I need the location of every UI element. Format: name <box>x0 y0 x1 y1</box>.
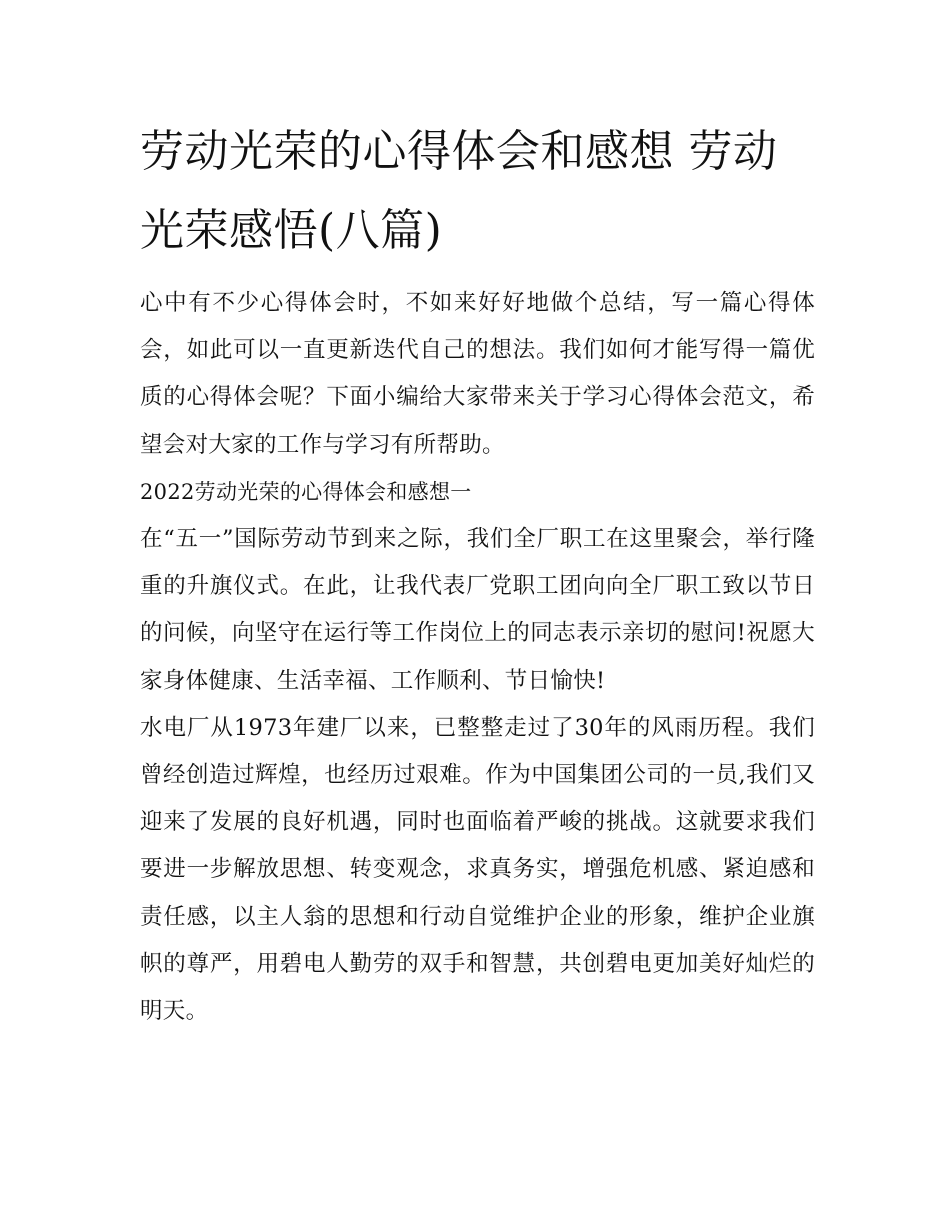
document-page <box>140 112 815 1035</box>
body-paragraph: 在“五一”国际劳动节到来之际，我们全厂职工在这里聚会，举行隆重的升旗仪式。在此，让我代表厂党职工团向向全厂职工致以节日的问候，向坚守在运行等工作岗位上的同志表示亲切的慰问!祝愿大家身体健康、生活幸福、工作顺利、节日愉快! <box>140 526 815 694</box>
body-paragraph: 水电厂从1973年建厂以来，已整整走过了30年的风雨历程。我们曾经创造过辉煌，也经历过艰难。作为中国集团公司的一员,我们又迎来了发展的良好机遇，同时也面临着严峻的挑战。这就要求我们要进一步解放思想、转变观念，求真务实，增强危机感、紧迫感和责任感，以主人翁的思想和行动自觉维护企业的形象，维护企业旗帜的尊严，用碧电人勤劳的双手和智慧，共创碧电更加美好灿烂的明天。 <box>140 714 815 1025</box>
document-title: 劳动光荣的心得体会和感想 劳动光荣感悟(八篇) <box>140 126 778 256</box>
intro-paragraph: 心中有不少心得体会时，不如来好好地做个总结，写一篇心得体会，如此可以一直更新迭代自己的想法。我们如何才能写得一篇优质的心得体会呢？下面小编给大家带来关于学习心得体会范文，希望会对大家的工作与学习有所帮助。 <box>140 290 815 458</box>
section-heading: 2022劳动光荣的心得体会和感想一 <box>140 479 472 504</box>
